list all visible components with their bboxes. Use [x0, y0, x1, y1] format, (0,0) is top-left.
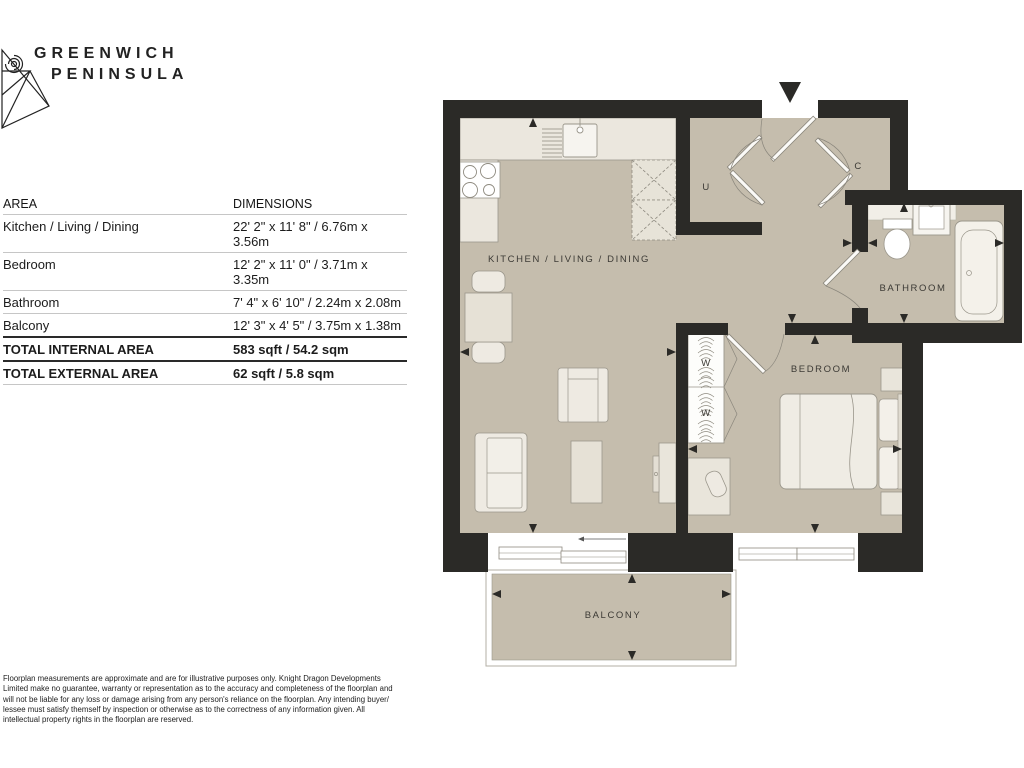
- kitchen-living-dining-label: KITCHEN / LIVING / DINING: [488, 254, 650, 265]
- hob-icon: [460, 162, 500, 198]
- row-area: Bathroom: [3, 295, 60, 310]
- sofa: [475, 433, 527, 512]
- sink-icon: [563, 118, 597, 157]
- utility-cupboard-label: U: [702, 182, 710, 193]
- row-area: Kitchen / Living / Dining: [3, 219, 139, 234]
- bedside-table: [881, 492, 903, 515]
- row-area: Balcony: [3, 318, 50, 333]
- toilet-icon: [883, 219, 912, 259]
- brand-line1: GREENWICH: [34, 45, 179, 62]
- balcony-label: BALCONY: [584, 610, 642, 621]
- row-dimensions: 22' 2" x 11' 8" / 6.76m x 3.56m: [233, 219, 368, 249]
- header-area: AREA: [3, 197, 38, 211]
- total-area-label: TOTAL EXTERNAL AREA: [3, 366, 159, 381]
- bedside-table: [881, 368, 903, 391]
- row-dimensions: 12' 2" x 11' 0" / 3.71m x 3.35m: [233, 257, 368, 287]
- total-area-value: 62 sqft / 5.8 sqm: [233, 366, 335, 381]
- bathroom-label: BATHROOM: [879, 283, 947, 294]
- bedroom-label: BEDROOM: [790, 364, 852, 375]
- tall-units: [632, 160, 676, 240]
- row-dimensions: 12' 3" x 4' 5" / 3.75m x 1.38m: [233, 318, 402, 333]
- bedroom-window: [739, 548, 854, 560]
- row-dimensions: 7' 4" x 6' 10" / 2.24m x 2.08m: [233, 295, 402, 310]
- desk: [688, 458, 730, 515]
- disclaimer-text: Floorplan measurements are approximate and are for illustrative purposes only. Knight Dragon Developments Limited make no guarantee, warranty or representation as to the accuracy and completeness of the floorplan and will not be liable for any loss or damage arising from any person's reliance on the floorplan. Any intending buyer/ lessee must satisfy themself by inspection or otherwise as to the correctness of any information given. All intellectual property rights in the floorplan are reserved.: [3, 674, 393, 725]
- living-room-window: [499, 537, 626, 564]
- dining-table: [465, 271, 512, 363]
- total-area-value: 583 sqft / 54.2 sqm: [233, 342, 349, 357]
- cupboard-label: C: [854, 161, 862, 172]
- wardrobe-label: W: [701, 408, 711, 419]
- wardrobe-label: W: [701, 358, 711, 369]
- row-area: Bedroom: [3, 257, 56, 272]
- total-area-label: TOTAL INTERNAL AREA: [3, 342, 154, 357]
- coffee-table: [571, 441, 602, 503]
- entrance-marker-icon: [779, 82, 801, 103]
- bathtub-icon: [955, 221, 1003, 321]
- brand-line2: PENINSULA: [51, 66, 189, 83]
- header-dimensions: DIMENSIONS: [233, 197, 313, 211]
- armchair: [558, 368, 608, 422]
